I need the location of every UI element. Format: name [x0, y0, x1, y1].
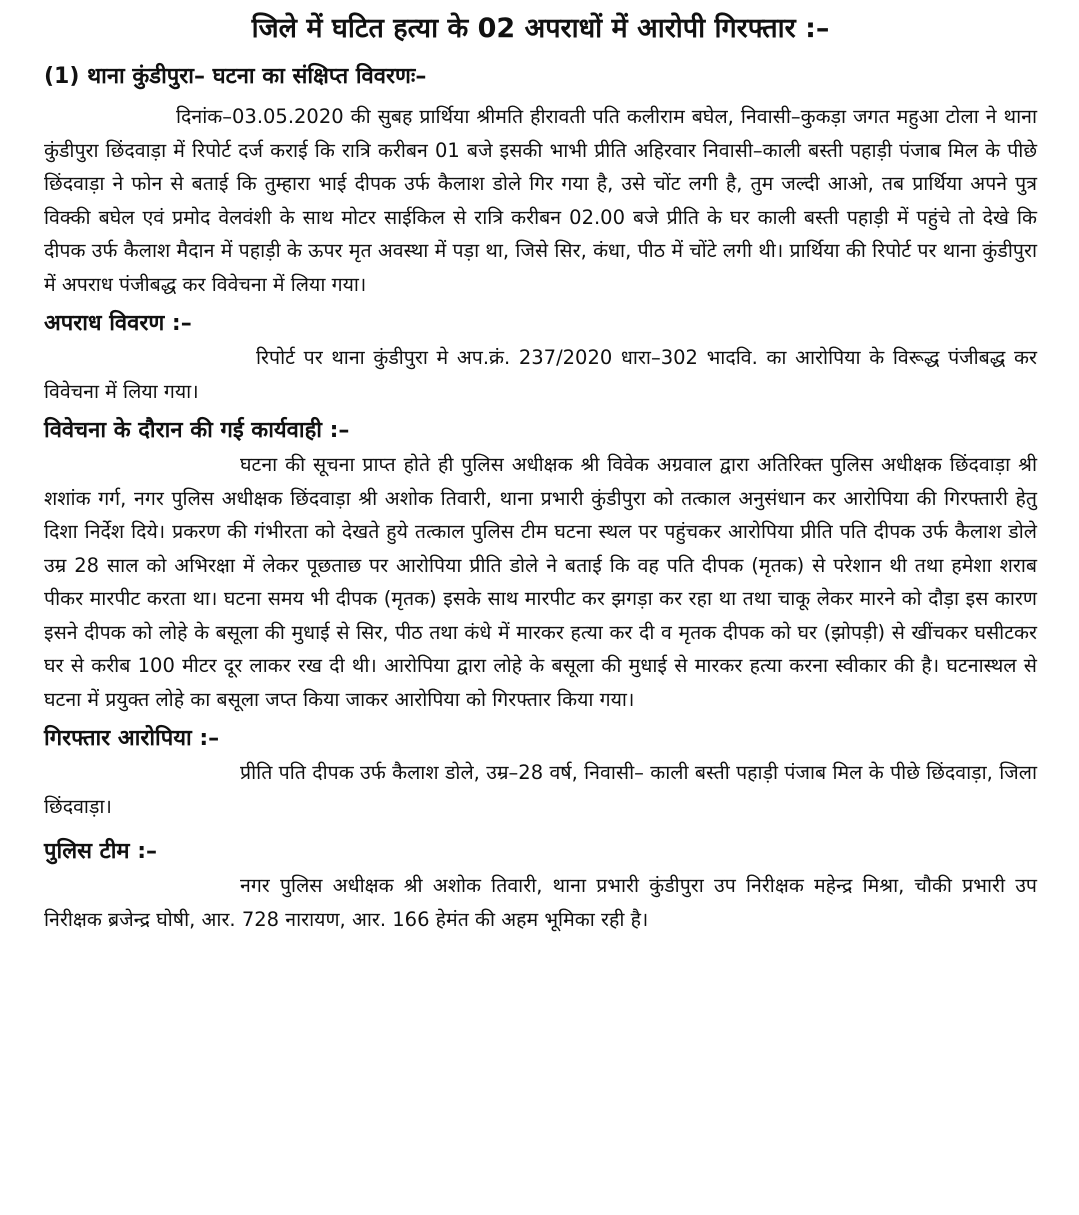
arrested-heading: गिरफ्तार आरोपिया :–	[44, 726, 220, 751]
investigation-paragraph: घटना की सूचना प्राप्त होते ही पुलिस अधीक्षक श्री विवेक अग्रवाल द्वारा अतिरिक्त पुलिस अधीक्षक छिंदवाड़ा श्री शशांक गर्ग, नगर पुलिस अधीक्षक छिंदवाड़ा श्री अशोक तिवारी, थाना प्रभारी कुंडीपुरा को तत्काल अनुसंधान कर आरोपिया की गिरफ्तारी हेतु दिशा निर्देश दिये। प्रकरण की गंभीरता को देखते हुये तत्काल पुलिस टीम घटना स्थल पर पहुंचकर आरोपिया प्रीति पति दीपक उर्फ कैलाश डोले उम्र 28 साल को अभिरक्षा में लेकर पूछताछ पर आरोपिया प्रीति डोले ने बताई कि वह पति दीपक (मृतक) से परेशान थी तथा हमेशा शराब पीकर मारपीट करता था। घटना समय भी दीपक (मृतक) इसके साथ मारपीट कर झगड़ा कर रहा था तथा चाकू लेकर मारने को दौड़ा इस कारण इसने दीपक को लोहे के बसूला की मुधाई से सिर, पीठ तथा कंधे में मारकर हत्या कर दी व मृतक दीपक को घर (झोपड़ी) से खींचकर घसीटकर घर से करीब 100 मीटर दूर लाकर रख दी थी। आरोपिया द्वारा लोहे के बसूला की मुधाई से मारकर हत्या करना स्वीकार की है। घटनास्थल से घटना में प्रयुक्त लोहे का बसूला जप्त किया जाकर आरोपिया को गिरफ्तार किया गया।	[44, 453, 1037, 711]
police-team-paragraph: नगर पुलिस अधीक्षक श्री अशोक तिवारी, थाना प्रभारी कुंडीपुरा उप निरीक्षक महेन्द्र मिश्रा, चौकी प्रभारी उप निरीक्षक ब्रजेन्द्र घोषी, आर. 728 नारायण, आर. 166 हेमंत की अहम भूमिका रही है।	[44, 874, 1037, 931]
arrested-paragraph: प्रीति पति दीपक उर्फ कैलाश डोले, उम्र–28 वर्ष, निवासी– काली बस्ती पहाड़ी पंजाब मिल के पीछे छिंदवाड़ा, जिला छिंदवाड़ा।	[44, 761, 1037, 818]
investigation-heading: विवेचना के दौरान की गई कार्यवाही :–	[44, 418, 350, 443]
incident-paragraph: दिनांक–03.05.2020 की सुबह प्रार्थिया श्रीमति हीरावती पति कलीराम बघेल, निवासी–कुकड़ा जगत महुआ टोला ने थाना कुंडीपुरा छिंदवाड़ा में रिपोर्ट दर्ज कराई कि रात्रि करीबन 01 बजे इसकी भाभी प्रीति अहिरवार निवासी–काली बस्ती पहाड़ी पंजाब मिल के पीछे छिंदवाड़ा ने फोन से बताई कि तुम्हारा भाई दीपक उर्फ कैलाश डोले गिर गया है, उसे चोंट लगी है, तुम जल्दी आओ, तब प्रार्थिया अपने पुत्र विक्की बघेल एवं प्रमोद वेलवंशी के साथ मोटर साईकिल से रात्रि करीबन 02.00 बजे प्रीति के घर काली बस्ती पहाड़ी में पहुंचे तो देखे कि दीपक उर्फ कैलाश मैदान में पहाड़ी के ऊपर मृत अवस्था में पड़ा था, जिसे सिर, कंधा, पीठ में चोंटे लगी थी। प्रार्थिया की रिपोर्ट पर थाना कुंडीपुरा में अपराध पंजीबद्ध कर विवेचना में लिया गया।	[44, 105, 1037, 296]
crime-details-heading: अपराध विवरण :–	[44, 311, 192, 336]
crime-details-paragraph: रिपोर्ट पर थाना कुंडीपुरा मे अप.क्रं. 237/2020 धारा–302 भादवि. का आरोपिया के विरूद्ध पंजीबद्ध कर विवेचना में लिया गया।	[44, 346, 1037, 403]
page-title: जिले में घटित हत्या के 02 अपराधों में आरोपी गिरफ्तार :–	[251, 13, 830, 44]
incident-heading: (1) थाना कुंडीपुरा– घटना का संक्षिप्त विवरणः–	[44, 64, 427, 89]
police-team-heading: पुलिस टीम :–	[44, 839, 158, 864]
